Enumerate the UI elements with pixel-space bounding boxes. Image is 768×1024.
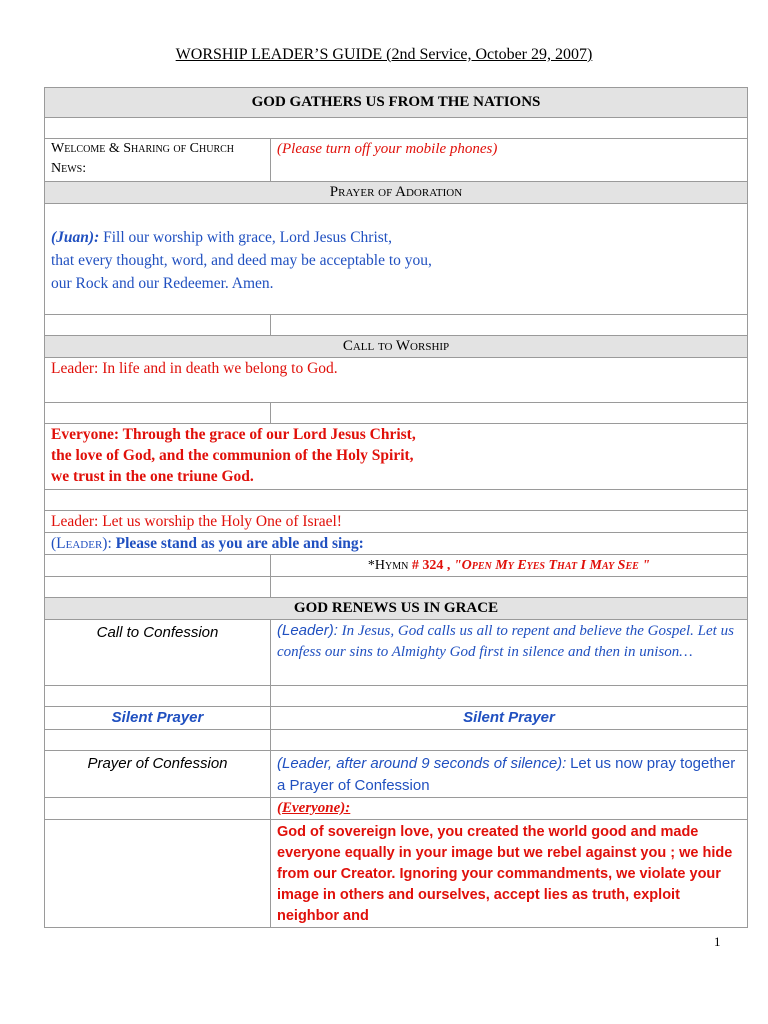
- spacer-row: [45, 118, 748, 139]
- adoration-heading: Prayer of Adoration: [45, 182, 748, 204]
- empty-cell: [271, 686, 748, 707]
- welcome-row: [45, 139, 748, 182]
- prayer-confession-label: Prayer of Confession: [45, 751, 271, 798]
- hymn-prefix: *Hymn: [367, 558, 409, 573]
- adoration-prayer: [45, 204, 748, 315]
- empty-cell: [45, 577, 271, 598]
- confession-call-body: [271, 620, 748, 686]
- empty-cell: [45, 798, 271, 820]
- silent-prayer-label: Silent Prayer: [45, 707, 271, 730]
- empty-cell: [45, 820, 271, 928]
- prayer-of-confession-row: [45, 751, 748, 798]
- empty-cell: [45, 555, 271, 577]
- confession-call-label: Call to Confession: [45, 620, 271, 686]
- everyone-label: Everyone: [51, 426, 114, 443]
- adoration-line: our Rock and our Redeemer. Amen.: [51, 275, 274, 292]
- hymn-number: # 324 ,: [411, 558, 451, 573]
- adoration-line: that every thought, word, and deed may be acceptable to you,: [51, 252, 432, 269]
- everyone-line: we trust in the one triune God.: [51, 468, 254, 485]
- everyone-role: (Everyone):: [271, 798, 748, 820]
- everyone-response-row: [45, 424, 748, 490]
- confession-call-role: (Leader):: [277, 622, 338, 639]
- everyone-response: [45, 424, 748, 490]
- everyone-line: : Through the grace of our Lord Jesus Christ,: [113, 426, 416, 443]
- document-title: WORSHIP LEADER’S GUIDE (2nd Service, October 29, 2007): [175, 46, 593, 63]
- leader-worship-line: Leader: Let us worship the Holy One of Israel!: [45, 511, 748, 533]
- spacer-row: [45, 490, 748, 511]
- empty-cell: [45, 686, 271, 707]
- call-to-worship-heading: Call to Worship: [45, 336, 748, 358]
- empty-cell: [271, 730, 748, 751]
- welcome-label: Welcome & Sharing of Church News:: [45, 139, 271, 182]
- empty-cell: [45, 403, 271, 424]
- confession-call-text: In Jesus, God calls us all to repent and believe the Gospel. Let us confess our sins to Almighty God first in silence and then in unison…: [277, 623, 734, 660]
- call-to-confession-row: [45, 620, 748, 686]
- silent-prayer-text: Silent Prayer: [271, 707, 748, 730]
- prayer-confession-instruction: [271, 751, 748, 798]
- adoration-speaker: (Juan):: [51, 229, 100, 246]
- empty-cell: [271, 403, 748, 424]
- worship-guide-table: [44, 87, 748, 928]
- everyone-line: the love of God, and the communion of the Holy Spirit,: [51, 447, 414, 464]
- empty-cell: [45, 730, 271, 751]
- hymn-line: [271, 555, 748, 577]
- empty-cell: [45, 315, 271, 336]
- adoration-row: [45, 204, 748, 315]
- section1-heading: GOD GATHERS US FROM THE NATIONS: [45, 88, 748, 118]
- prayer-confession-text: Let us now pray together a Prayer of Confession: [277, 755, 736, 794]
- section2-heading: GOD RENEWS US IN GRACE: [45, 598, 748, 620]
- empty-cell: [271, 315, 748, 336]
- stand-text: Please stand as you are able and sing:: [115, 535, 364, 552]
- prayer-body: God of sovereign love, you created the world good and made everyone equally in your image but we rebel against you ; we hide from our Creator. Ignoring your commandments, we violate your image in others and ourselves, accept lies as truth, exploit neighbor and: [271, 820, 748, 928]
- adoration-line: Fill our worship with grace, Lord Jesus Christ,: [103, 229, 392, 246]
- welcome-note: (Please turn off your mobile phones): [271, 139, 748, 182]
- page-number: 1: [714, 934, 721, 949]
- hymn-title: "Open My Eyes That I May See ": [453, 558, 651, 573]
- empty-cell: [271, 577, 748, 598]
- call-leader-line: Leader: In life and in death we belong to God.: [45, 358, 748, 403]
- prayer-confession-role: (Leader, after around 9 seconds of silence):: [277, 755, 567, 772]
- section-heading-row: [45, 88, 748, 118]
- silent-prayer-row: [45, 707, 748, 730]
- stand-instruction: [45, 533, 748, 555]
- stand-role: (Leader):: [51, 535, 112, 552]
